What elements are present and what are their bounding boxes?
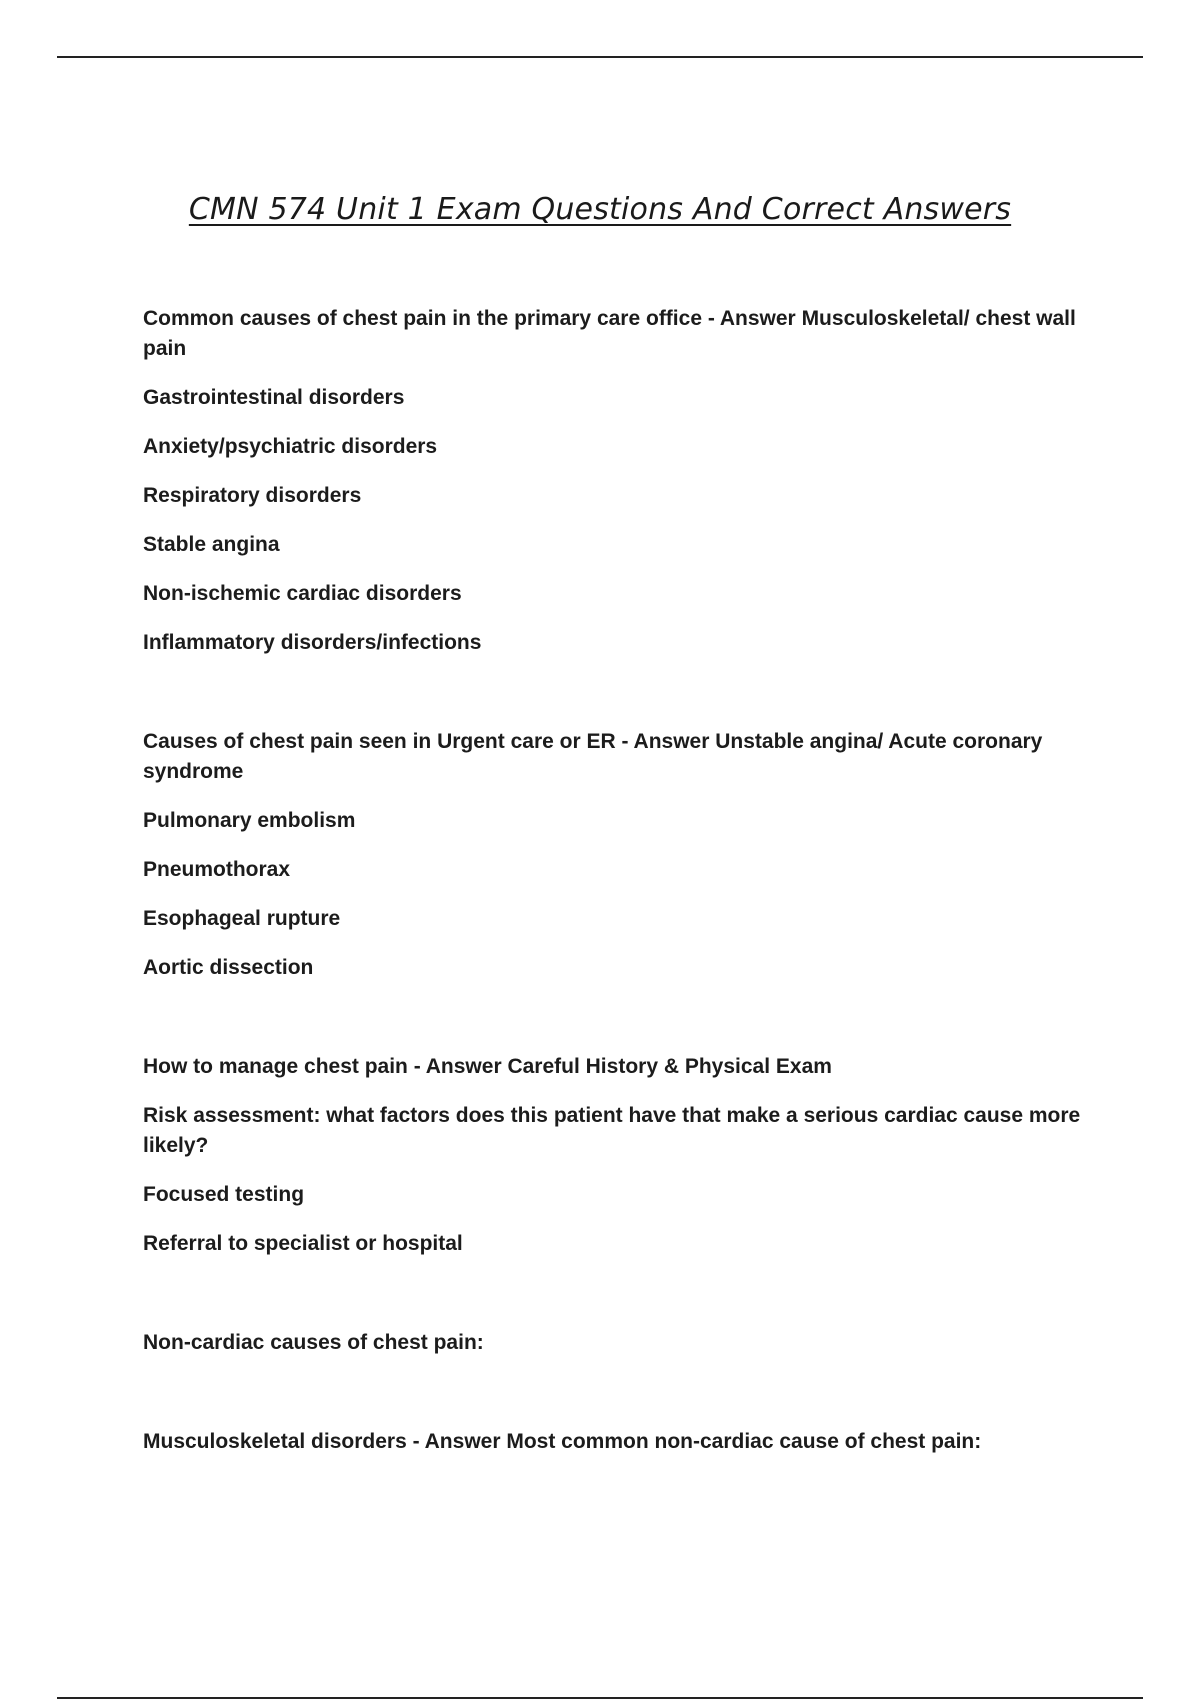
page-title: CMN 574 Unit 1 Exam Questions And Correct Answers bbox=[188, 192, 1012, 227]
answer-line: Non-ischemic cardiac disorders bbox=[143, 582, 462, 605]
block-spacer bbox=[143, 1278, 1093, 1328]
answer-line: Esophageal rupture bbox=[143, 907, 341, 930]
top-rule bbox=[57, 56, 1143, 58]
answer-line: Pneumothorax bbox=[143, 858, 291, 881]
qa-block-primary-care-causes bbox=[143, 304, 1093, 658]
qa-block-urgent-care-causes bbox=[143, 727, 1093, 983]
block-spacer bbox=[143, 1002, 1093, 1052]
section-heading-line: Non-cardiac causes of chest pain: bbox=[143, 1331, 484, 1354]
qa-block-musculoskeletal bbox=[143, 1427, 1093, 1457]
answer-line: Focused testing bbox=[143, 1183, 305, 1206]
qa-question-line: Common causes of chest pain in the primary care office - Answer Musculoskeletal/ chest wall pain bbox=[143, 307, 1076, 360]
answer-line: Inflammatory disorders/infections bbox=[143, 631, 482, 654]
answer-line: Aortic dissection bbox=[143, 956, 314, 979]
answer-line: Respiratory disorders bbox=[143, 484, 362, 507]
block-spacer bbox=[143, 677, 1093, 727]
qa-question-line: Musculoskeletal disorders - Answer Most common non-cardiac cause of chest pain: bbox=[143, 1430, 982, 1453]
bottom-rule bbox=[57, 1697, 1143, 1699]
document-body bbox=[143, 304, 1093, 1476]
answer-line: Anxiety/psychiatric disorders bbox=[143, 435, 438, 458]
answer-line: Referral to specialist or hospital bbox=[143, 1232, 463, 1255]
block-spacer bbox=[143, 1377, 1093, 1427]
qa-block-manage-chest-pain bbox=[143, 1052, 1093, 1259]
answer-line: Pulmonary embolism bbox=[143, 809, 356, 832]
qa-question-line: How to manage chest pain - Answer Careful History & Physical Exam bbox=[143, 1055, 832, 1078]
answer-line: Gastrointestinal disorders bbox=[143, 386, 405, 409]
qa-block-non-cardiac-causes bbox=[143, 1328, 1093, 1358]
qa-question-line: Causes of chest pain seen in Urgent care or ER - Answer Unstable angina/ Acute coronary syndrome bbox=[143, 730, 1043, 783]
answer-line: Risk assessment: what factors does this patient have that make a serious cardiac cause more likely? bbox=[143, 1104, 1081, 1157]
answer-line: Stable angina bbox=[143, 533, 280, 556]
